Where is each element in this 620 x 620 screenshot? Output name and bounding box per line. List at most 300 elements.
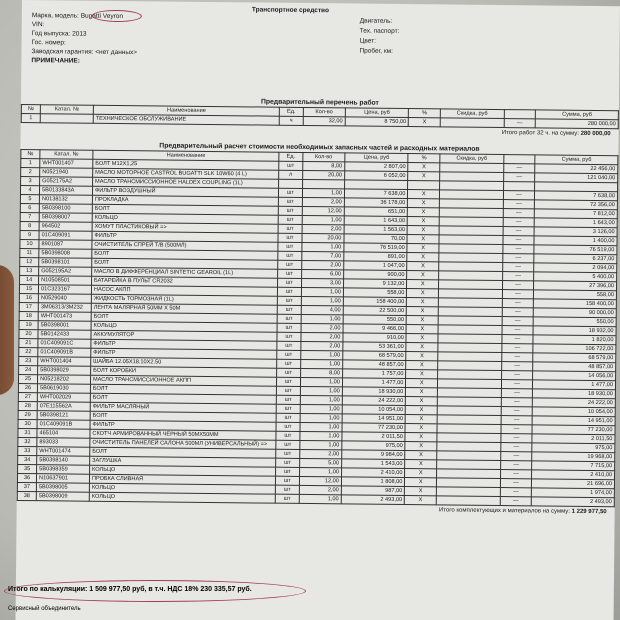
parts-cell: 6 — [20, 203, 39, 212]
parts-cell: шт — [278, 224, 301, 233]
parts-cell — [302, 179, 344, 188]
parts-cell: АККУМУЛЯТОР — [91, 330, 277, 341]
parts-cell: 68 579,00 — [343, 351, 407, 361]
parts-cell: 18 930,00 — [533, 389, 616, 399]
parts-cell: л — [279, 170, 302, 179]
parts-cell: 35 — [18, 464, 37, 473]
works-cell — [440, 118, 504, 128]
parts-cell: ЗАГЛУШКА — [90, 456, 276, 467]
parts-cell: — — [502, 263, 534, 272]
parts-cell: шт — [276, 431, 299, 440]
parts-cell: ФИЛЬТР — [92, 231, 278, 242]
parts-cell: — — [500, 497, 532, 506]
works-cell: 1 — [21, 113, 40, 122]
parts-cell: 01C409091C — [38, 339, 91, 349]
parts-cell: 2 493,00 — [341, 495, 405, 505]
works-cell: ТЕХНИЧЕСКОЕ ОБСЛУЖИВАНИЕ — [93, 114, 279, 125]
parts-cell: X — [406, 397, 438, 406]
works-total: Итого работ 32 ч. на сумму: 280 000,00 — [501, 130, 611, 138]
parts-cell: шт — [277, 323, 300, 332]
parts-cell: — — [503, 218, 535, 227]
parts-cell: 29 — [18, 410, 37, 419]
parts-cell: БОЛТ — [92, 258, 278, 269]
parts-cell: шт — [278, 233, 301, 242]
parts-cell: 48 857,00 — [343, 360, 407, 370]
parts-cell: 18 — [19, 311, 38, 320]
parts-cell: 14 056,00 — [533, 371, 616, 381]
parts-cell: шт — [278, 269, 301, 278]
parts-cell: 7 715,00 — [532, 461, 615, 471]
parts-cell: 5B0398001 — [38, 321, 91, 331]
parts-col-header: Наименование — [93, 150, 279, 161]
parts-cell: шт — [277, 314, 300, 323]
parts-cell: 7 638,00 — [344, 189, 408, 199]
parts-cell: ФИЛЬТР — [91, 339, 277, 350]
parts-cell: 1 400,00 — [534, 236, 617, 246]
works-cell — [40, 114, 93, 124]
parts-cell: 36 178,00 — [344, 198, 408, 208]
parts-cell: 30 — [18, 419, 37, 428]
parts-col-header: № — [21, 149, 40, 158]
parts-cell: 558,00 — [534, 290, 617, 300]
parts-cell: X — [408, 172, 440, 181]
parts-cell: 48 857,00 — [533, 362, 616, 372]
parts-cell: 2 011,50 — [532, 434, 615, 444]
parts-cell: 2,00 — [300, 341, 342, 350]
parts-cell: ФИЛЬТР ВОЗДУШНЫЙ — [92, 186, 278, 197]
parts-cell: X — [405, 451, 437, 460]
parts-cell: 14 951,00 — [342, 414, 406, 424]
parts-cell: — — [501, 425, 533, 434]
parts-cell: 964502 — [39, 222, 92, 232]
parts-cell: 68 579,00 — [533, 353, 616, 363]
parts-cell: МАСЛО ТРАНСМИССИОННОЕ HALDEX COUPLING (1L) — [93, 177, 279, 188]
parts-cell: X — [407, 244, 439, 253]
parts-cell: — — [501, 407, 533, 416]
parts-cell: X — [405, 487, 437, 496]
parts-cell: 90 000,00 — [534, 308, 617, 318]
parts-cell: БОЛТ — [90, 393, 276, 404]
parts-cell: 121 040,00 — [535, 173, 618, 183]
parts-cell: — — [501, 398, 533, 407]
parts-cell: X — [408, 190, 440, 199]
works-cell: ч — [279, 116, 302, 125]
parts-cell: 14 — [20, 275, 39, 284]
parts-cell: ФИЛЬТР — [90, 420, 276, 431]
parts-cell: 12 — [20, 257, 39, 266]
parts-cell: 550,00 — [533, 317, 616, 327]
parts-cell: X — [405, 424, 437, 433]
parts-cell: G052195A2 — [39, 267, 92, 277]
works-title: Предварительный перечень работ — [260, 98, 379, 107]
parts-cell — [408, 181, 440, 190]
parts-cell: БОЛТ — [90, 384, 276, 395]
parts-cell: X — [406, 370, 438, 379]
parts-cell: 18 932,00 — [533, 326, 616, 336]
parts-cell: КОЛЬЦО — [89, 483, 275, 494]
parts-cell: 21 — [19, 338, 38, 347]
signature-line: Сервисный объединитель — [8, 606, 81, 612]
parts-cell: 72 356,00 — [535, 200, 618, 210]
parts-cell: 32 — [18, 437, 37, 446]
parts-cell: 17 — [19, 302, 38, 311]
parts-cell: БОЛТ — [92, 204, 278, 215]
parts-cell: 25 — [18, 374, 37, 383]
parts-cell: НАСОС АКПП — [91, 285, 277, 296]
parts-cell: 1,00 — [300, 386, 342, 395]
parts-cell: 76 519,00 — [534, 245, 617, 255]
works-col-header: Сумма, руб — [536, 110, 619, 120]
parts-cell: 18 930,00 — [342, 387, 406, 397]
works-cell: 8 750,00 — [345, 117, 409, 127]
parts-cell: 7 — [20, 212, 39, 221]
parts-cell: 19 — [19, 320, 38, 329]
parts-cell: МАСЛО МОТОРНОЕ CASTROL BUGATTI SLK 10W60 (4 L) — [93, 168, 279, 179]
parts-cell: 9 132,00 — [343, 279, 407, 289]
parts-cell: шт — [276, 494, 299, 503]
parts-cell: БОЛТ M12X1,25 — [93, 159, 279, 170]
parts-cell: 893033 — [37, 438, 90, 448]
parts-cell: 26 — [18, 383, 37, 392]
parts-cell: X — [405, 433, 437, 442]
parts-cell: 24 — [19, 365, 38, 374]
parts-cell: 24 222,00 — [533, 398, 616, 408]
notes-label: ПРИМЕЧАНИЕ: — [31, 57, 80, 65]
parts-cell: X — [406, 334, 438, 343]
parts-col-header: Кол-во — [302, 152, 344, 161]
parts-cell: шт — [276, 404, 299, 413]
parts-cell: 2 807,00 — [345, 162, 409, 172]
parts-cell: шт — [277, 395, 300, 404]
works-cell: 32,00 — [303, 116, 345, 125]
parts-cell — [503, 182, 535, 191]
parts-cell: — — [500, 452, 532, 461]
parts-cell: БОЛТ — [90, 411, 276, 422]
parts-col-header: Цена, руб — [345, 153, 409, 163]
parts-cell: БАТАРЕЙКА В ПУЛЬТ CR2032 — [91, 276, 277, 287]
parts-cell: ЖИДКОСТЬ ТОРМОЗНАЯ (1L) — [91, 294, 277, 305]
parts-cell: ЛЕНТА МАЛЯРНАЯ 50ММ X 50М — [91, 303, 277, 314]
parts-cell: — — [503, 164, 535, 173]
parts-cell: 3 126,00 — [534, 227, 617, 237]
parts-cell: — — [502, 326, 534, 335]
parts-cell: — — [502, 290, 534, 299]
parts-cell: X — [405, 415, 437, 424]
parts-cell: 987,00 — [341, 486, 405, 496]
parts-cell: X — [405, 496, 437, 505]
parts-cell: 4,00 — [301, 305, 343, 314]
parts-cell: 77 230,00 — [342, 423, 406, 433]
parts-cell: X — [406, 316, 438, 325]
parts-cell: КОЛЬЦО — [89, 492, 275, 503]
parts-cell: 20 — [19, 329, 38, 338]
parts-cell: шт — [277, 305, 300, 314]
parts-cell: 1 563,00 — [344, 225, 408, 235]
parts-cell: 31 — [18, 428, 37, 437]
parts-cell: шт — [277, 350, 300, 359]
parts-cell: 1,00 — [300, 395, 342, 404]
parts-cell: ОЧИСТИТЕЛЬ ПАНЕЛЕЙ САЛОНА 500МЛ (УНИВЕРСАЛЬНЫЙ) => — [90, 438, 276, 449]
parts-cell: 01C323167 — [38, 285, 91, 295]
vehicle-engine-label: Двигатель: — [359, 17, 393, 25]
parts-cell: 891,00 — [344, 252, 408, 262]
vehicle-vin-label: VIN: — [31, 21, 45, 29]
parts-cell: X — [408, 163, 440, 172]
parts-cell: 27 396,00 — [534, 281, 617, 291]
parts-cell: 3,00 — [301, 278, 343, 287]
parts-cell: X — [405, 442, 437, 451]
parts-cell: шт — [277, 332, 300, 341]
parts-cell: X — [407, 289, 439, 298]
parts-cell: 22 500,00 — [343, 306, 407, 316]
parts-cell: — — [503, 173, 535, 182]
parts-cell: 13 — [20, 266, 39, 275]
works-cell: X — [409, 118, 441, 127]
parts-cell: N0529040 — [38, 294, 91, 304]
parts-cell: 7,00 — [301, 251, 343, 260]
parts-cell: шт — [277, 341, 300, 350]
works-cell: — — [504, 119, 536, 128]
parts-cell: шт — [277, 359, 300, 368]
parts-cell: 12,00 — [302, 206, 344, 215]
parts-cell: МАСЛО В ДИФФЕРЕНЦИАЛ SINTETIC GEAROIL (1L) — [92, 267, 278, 278]
parts-cell: 20,00 — [302, 233, 344, 242]
parts-cell: 2 410,00 — [341, 468, 405, 478]
parts-cell: 651,00 — [344, 207, 408, 217]
parts-cell: X — [406, 361, 438, 370]
total-highlight-oval — [4, 580, 306, 602]
parts-cell: 975,00 — [342, 441, 406, 451]
works-col-header: Скидка, руб — [440, 109, 504, 119]
parts-cell: 1 757,00 — [342, 369, 406, 379]
parts-cell: — — [502, 245, 534, 254]
parts-cell: 2,00 — [299, 485, 341, 494]
parts-cell: X — [405, 478, 437, 487]
parts-cell: 1,00 — [299, 494, 341, 503]
vehicle-passport-label: Тех. паспорт: — [359, 27, 400, 35]
vehicle-mileage-label: Пробег, км: — [359, 47, 394, 55]
parts-cell: 5B0398029 — [38, 366, 91, 376]
parts-col-header: Сумма, руб — [535, 155, 618, 165]
estimate-sheet — [16, 0, 620, 620]
works-col-header: Катал. № — [40, 105, 93, 115]
parts-cell: — — [501, 371, 533, 380]
parts-table — [17, 149, 619, 507]
parts-cell: 5 400,00 — [534, 272, 617, 282]
parts-cell — [436, 496, 500, 506]
works-col-header — [504, 110, 536, 119]
vehicle-section-title: Транспортное средство — [251, 6, 330, 15]
parts-cell: шт — [276, 413, 299, 422]
parts-cell: 01C409091 — [39, 231, 92, 241]
parts-cell: X — [406, 379, 438, 388]
vehicle-plate-label: Гос. номер: — [31, 39, 66, 47]
parts-cell: шт — [276, 467, 299, 476]
parts-cell: 1,00 — [300, 404, 342, 413]
parts-cell: — — [500, 470, 532, 479]
parts-cell: 22 456,00 — [535, 164, 618, 174]
parts-cell: шт — [276, 440, 299, 449]
parts-cell: шт — [278, 242, 301, 251]
parts-cell: шт — [278, 251, 301, 260]
parts-cell: X — [407, 298, 439, 307]
parts-cell: 1 047,00 — [344, 261, 408, 271]
parts-cell: 10 054,00 — [342, 405, 406, 415]
parts-cell: 33 — [18, 446, 37, 455]
vehicle-warranty: Заводская гарантия: <нет данных> — [31, 48, 138, 57]
parts-cell: 1 808,00 — [341, 477, 405, 487]
parts-cell: 2,00 — [301, 323, 343, 332]
parts-cell: 28 — [18, 401, 37, 410]
works-col-header: Наименование — [93, 105, 279, 116]
parts-cell: 8 — [20, 221, 39, 230]
finger — [0, 265, 14, 395]
parts-cell: X — [405, 469, 437, 478]
parts-cell: 975,00 — [532, 443, 615, 453]
parts-cell: шт — [277, 368, 300, 377]
parts-cell: 22 — [19, 347, 38, 356]
parts-cell: 1,00 — [300, 359, 342, 368]
parts-cell: — — [503, 191, 535, 200]
parts-cell: WHT002029 — [37, 393, 90, 403]
parts-cell: 2 094,00 — [534, 263, 617, 273]
parts-cell: — — [501, 344, 533, 353]
parts-cell: СКОТЧ АРМИРОВАННЫЙ ЧЕРНЫЙ 50МХ50ММ — [90, 429, 276, 440]
parts-cell: БОЛТ КОРОБКИ — [91, 366, 277, 377]
parts-cell: 1,00 — [302, 188, 344, 197]
parts-cell: — — [503, 200, 535, 209]
parts-cell: G052175A2 — [40, 177, 93, 187]
parts-cell: 10 — [20, 239, 39, 248]
parts-cell: ШАЙБА 12.05X18.10X2.50 — [91, 357, 277, 368]
parts-cell: 5B0142433 — [38, 330, 91, 340]
vehicle-color-label: Цвет: — [359, 37, 376, 45]
parts-cell: 2 011,50 — [342, 432, 406, 442]
parts-cell: шт — [278, 287, 301, 296]
parts-cell: — — [502, 335, 534, 344]
parts-cell: N10637901 — [36, 474, 89, 484]
parts-cell: X — [408, 208, 440, 217]
works-col-header: % — [409, 109, 441, 118]
parts-cell: — — [503, 209, 535, 218]
parts-cell: 5B0398008 — [39, 249, 92, 259]
parts-cell: — — [502, 281, 534, 290]
parts-cell: X — [406, 406, 438, 415]
parts-cell: МАСЛО ТРАНСМИССИОННОЕ АКПП — [90, 375, 276, 386]
parts-cell: 16 — [19, 293, 38, 302]
parts-cell: ФИЛЬТР МАСЛЯНЫЙ — [90, 402, 276, 413]
parts-cell: 27 — [18, 392, 37, 401]
parts-cell: шт — [278, 215, 301, 224]
parts-cell: — — [501, 380, 533, 389]
parts-cell: 1,00 — [300, 377, 342, 386]
parts-cell: БОЛТ — [91, 312, 277, 323]
parts-cell: — — [500, 461, 532, 470]
parts-cell: 37 — [17, 482, 36, 491]
parts-cell: 1,00 — [301, 242, 343, 251]
parts-total: Итого комплектующих и материалов на сумму: 1 229 977,50 — [438, 507, 607, 516]
parts-cell: 5B0133843A — [40, 186, 93, 196]
parts-cell: X — [406, 343, 438, 352]
parts-cell: N0521940 — [40, 168, 93, 178]
parts-cell: 38 — [17, 491, 36, 500]
parts-cell: 1 643,00 — [535, 218, 618, 228]
parts-cell: WHT001474 — [37, 447, 90, 457]
parts-cell: 5B0398140 — [37, 456, 90, 466]
parts-cell: шт — [279, 161, 302, 170]
parts-title: Предварительный расчет стоимости необходимых запасных частей и расходных материалов — [159, 142, 480, 153]
parts-cell: 12,00 — [299, 476, 341, 485]
parts-cell: 77 230,00 — [532, 425, 615, 435]
parts-cell: шт — [276, 449, 299, 458]
parts-cell: КОЛЬЦО — [90, 465, 276, 476]
works-col-header: Цена, руб — [345, 108, 409, 118]
works-col-header: Ед. — [280, 107, 303, 116]
parts-cell: 1,00 — [299, 467, 341, 476]
parts-cell: ХОМУТ ПЛАСТИКОВЫЙ => — [92, 222, 278, 233]
parts-cell: 11 — [20, 248, 39, 257]
parts-cell: 1,00 — [300, 350, 342, 359]
parts-cell: 158 400,00 — [534, 299, 617, 309]
parts-cell: 76 519,00 — [344, 243, 408, 253]
works-col-header: № — [21, 104, 40, 113]
parts-cell: шт — [278, 296, 301, 305]
parts-col-header — [503, 155, 535, 164]
parts-cell: 5B0398121 — [37, 411, 90, 421]
parts-cell: — — [500, 488, 532, 497]
parts-cell: 1 820,00 — [533, 335, 616, 345]
parts-cell: 3M06313/3M232 — [38, 303, 91, 313]
parts-cell: шт — [276, 485, 299, 494]
parts-cell: шт — [278, 278, 301, 287]
parts-cell: X — [408, 199, 440, 208]
parts-cell: WHT001404 — [38, 357, 91, 367]
parts-cell: 36 — [17, 473, 36, 482]
parts-cell: ФИЛЬТР — [91, 348, 277, 359]
parts-cell: X — [407, 271, 439, 280]
parts-cell: 7 638,00 — [535, 191, 618, 201]
parts-cell: шт — [279, 206, 302, 215]
parts-cell: 2,00 — [299, 449, 341, 458]
parts-cell: 1,00 — [301, 296, 343, 305]
parts-cell: 19 968,00 — [532, 452, 615, 462]
parts-cell: 5B0619030 — [37, 384, 90, 394]
parts-cell: — — [501, 362, 533, 371]
parts-cell: 1,00 — [302, 215, 344, 224]
parts-cell: 8901087 — [39, 240, 92, 250]
parts-cell: шт — [279, 197, 302, 206]
parts-cell: 1 543,00 — [341, 459, 405, 469]
parts-cell: ПРОБКА СЛИВНАЯ — [89, 474, 275, 485]
parts-cell: 3 — [21, 176, 40, 185]
parts-cell: 1 643,00 — [344, 216, 408, 226]
parts-cell: 2 — [21, 167, 40, 176]
parts-cell: 20,00 — [302, 170, 344, 179]
parts-cell: 5 — [20, 194, 39, 203]
parts-cell: 53 361,00 — [343, 342, 407, 352]
parts-cell: 1 — [21, 158, 40, 167]
parts-cell: — — [501, 353, 533, 362]
parts-cell: БОЛТ — [92, 249, 278, 260]
parts-cell: 910,00 — [343, 333, 407, 343]
parts-cell: 4 — [20, 185, 39, 194]
parts-cell: — — [502, 299, 534, 308]
parts-cell: — — [500, 479, 532, 488]
parts-cell: X — [406, 325, 438, 334]
parts-cell: X — [406, 388, 438, 397]
parts-cell: 23 — [19, 356, 38, 365]
parts-cell: — — [503, 227, 535, 236]
